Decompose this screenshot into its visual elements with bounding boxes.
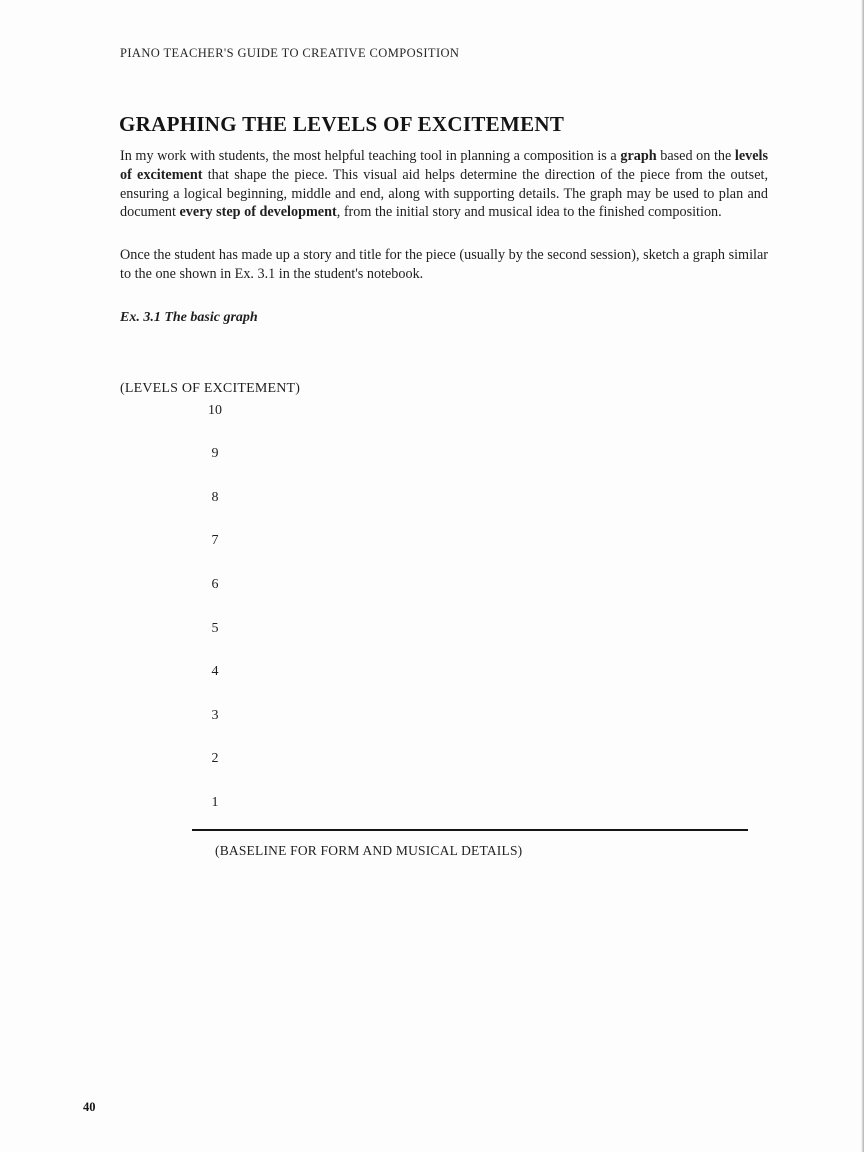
y-axis-tick: 1 [211, 794, 219, 810]
baseline-label: (BASELINE FOR FORM AND MUSICAL DETAILS) [215, 843, 523, 858]
y-axis-tick: 4 [211, 664, 219, 680]
para1-segment: that shape the piece. This visual aid helps determine the direction of the piece from the outset, ensuring a logical beginning, middle and end, along with supporting details. The graph may be used to plan and document [120, 166, 768, 221]
y-axis-tick: 8 [211, 489, 219, 505]
y-axis-label: (LEVELS OF EXCITEMENT) [120, 381, 301, 396]
y-axis-tick: 5 [211, 620, 219, 636]
running-header: PIANO TEACHER'S GUIDE TO CREATIVE COMPOSITION [120, 46, 460, 60]
para1-segment: based on the [656, 148, 735, 164]
y-axis-tick: 6 [211, 576, 219, 592]
paragraph-intro [120, 147, 768, 222]
paragraph-instruction: Once the student has made up a story and title for the piece (usually by the second session), sketch a graph similar to the one shown in Ex. 3.1 in the student's notebook. [120, 247, 768, 282]
y-axis-tick: 10 [208, 402, 222, 418]
section-title: GRAPHING THE LEVELS OF EXCITEMENT [119, 112, 565, 136]
y-axis-tick: 7 [211, 533, 219, 549]
baseline-rule [192, 829, 748, 831]
para1-bold-levels-of-excitement: levels of excitement [120, 148, 769, 183]
example-caption: Ex. 3.1 The basic graph [120, 310, 258, 325]
para1-segment: In my work with students, the most helpful teaching tool in planning a composition is a [120, 148, 621, 164]
y-axis-tick: 3 [211, 707, 219, 723]
para1-segment: , from the initial story and musical idea to the finished composition. [336, 204, 722, 221]
para1-bold-graph: graph [620, 148, 657, 164]
page-number: 40 [83, 1100, 96, 1114]
para1-bold-every-step: every step of development [179, 204, 337, 221]
y-axis-tick: 2 [211, 751, 219, 767]
y-axis-tick: 9 [211, 446, 219, 462]
y-axis-tick-column [185, 389, 245, 824]
